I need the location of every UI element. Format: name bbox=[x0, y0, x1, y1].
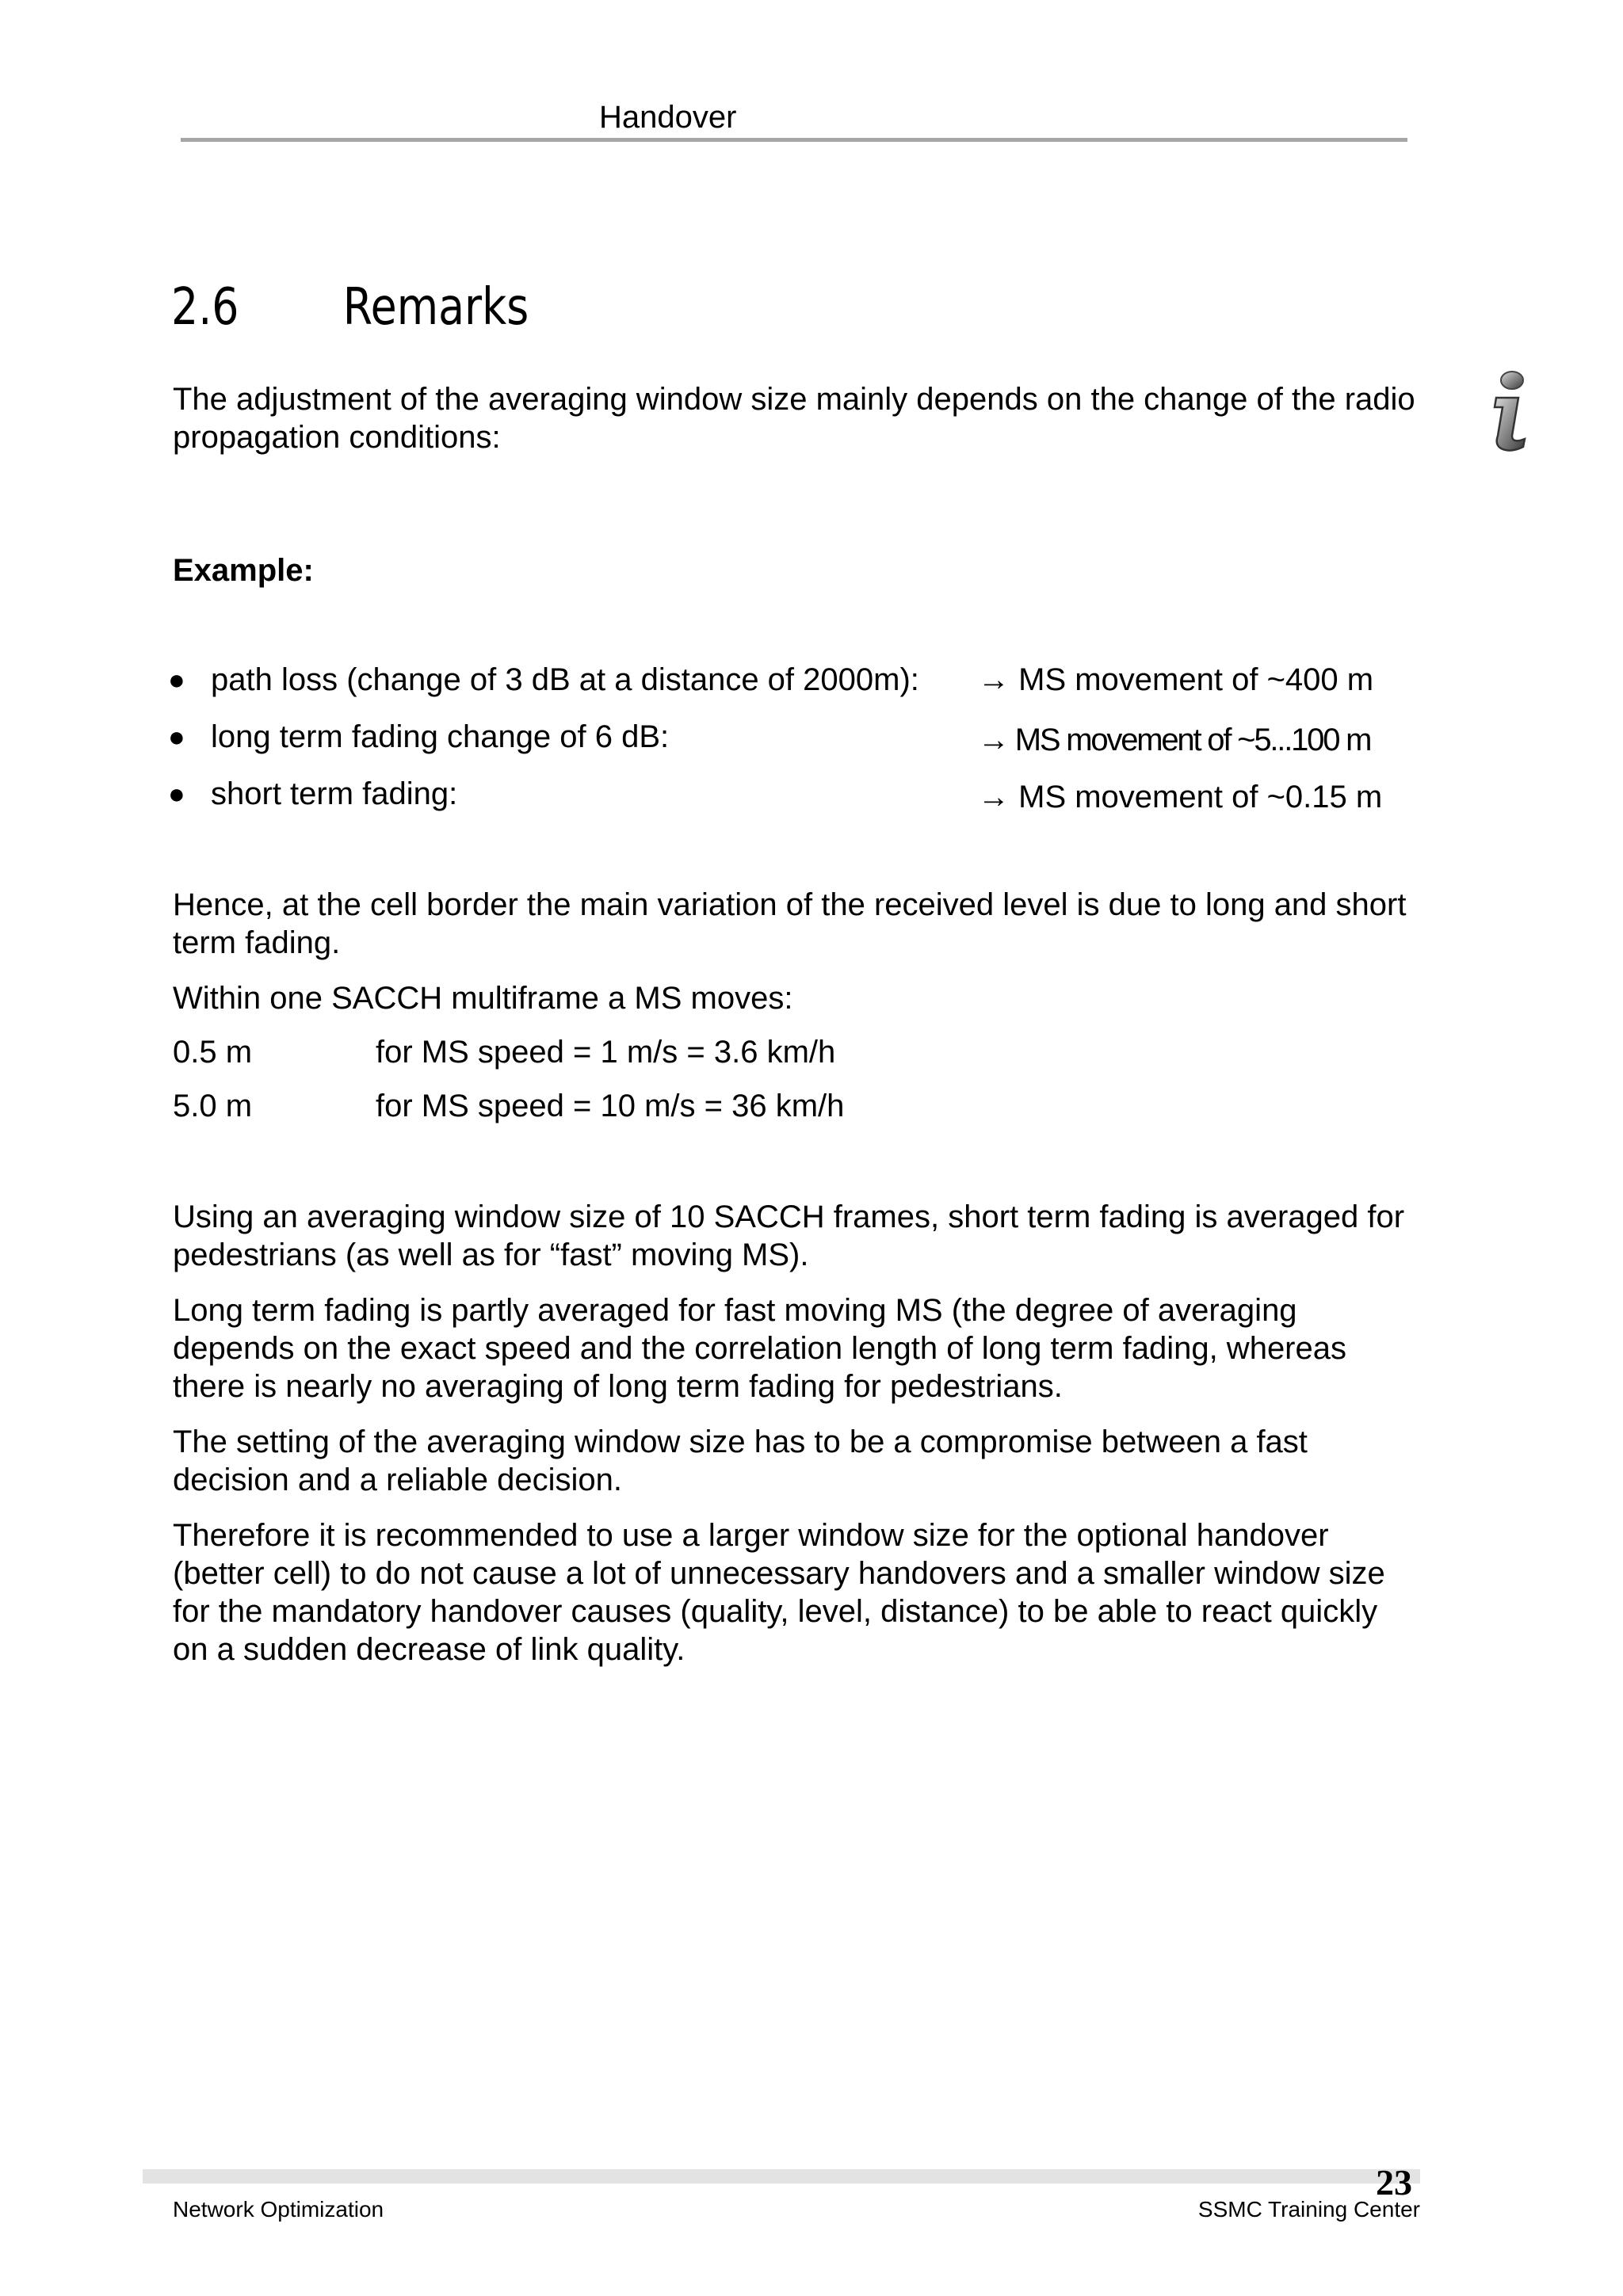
page-number: 23 bbox=[1376, 2162, 1412, 2203]
arrow-right-icon: → bbox=[978, 723, 1008, 757]
bullet-label: path loss (change of 3 dB at a distance of 2000m): bbox=[211, 662, 919, 697]
body-paragraph: The setting of the averaging window size has to be a compromise between a fast decision and a reliable decision. bbox=[173, 1425, 1308, 1497]
body-paragraph: Long term fading is partly averaged for fast moving MS (the degree of averaging depends on the exact speed and the correlation length of long term fading, whereas there is nearly no averaging of long term fading for pedestrians. bbox=[173, 1293, 1346, 1404]
bullet-row bbox=[168, 661, 1428, 699]
bullet-icon: ● bbox=[168, 663, 185, 696]
example-label: Example: bbox=[173, 553, 314, 588]
speed-distance: 0.5 m bbox=[173, 1035, 253, 1070]
info-icon bbox=[1480, 369, 1537, 455]
speed-row bbox=[173, 1087, 1124, 1125]
speed-description: for MS speed = 10 m/s = 36 km/h bbox=[376, 1089, 845, 1123]
bullet-label: long term fading change of 6 dB: bbox=[211, 719, 670, 754]
section-heading bbox=[171, 276, 529, 339]
speed-distance: 5.0 m bbox=[173, 1089, 253, 1123]
intro-paragraph: The adjustment of the averaging window size mainly depends on the change of the radio propagation conditions: bbox=[173, 382, 1415, 455]
bullet-row bbox=[168, 718, 1428, 756]
speed-row bbox=[173, 1033, 1124, 1071]
footer-right: SSMC Training Center bbox=[1197, 2197, 1420, 2222]
bullet-result-text: MS movement of ~5...100 m bbox=[1014, 723, 1371, 757]
section-number: 2.6 bbox=[171, 278, 239, 337]
within-paragraph: Within one SACCH multiframe a MS moves: bbox=[173, 981, 793, 1016]
bullet-result-text: MS movement of ~400 m bbox=[1018, 662, 1374, 697]
bullet-result bbox=[978, 721, 1370, 759]
section-title: Remarks bbox=[342, 278, 529, 337]
bullet-result bbox=[978, 661, 1373, 699]
arrow-right-icon: → bbox=[978, 662, 1010, 697]
bullet-icon: ● bbox=[168, 720, 185, 753]
bullet-result bbox=[978, 778, 1382, 816]
bullet-result-text: MS movement of ~0.15 m bbox=[1018, 780, 1383, 814]
header-rule bbox=[181, 138, 1407, 142]
arrow-right-icon: → bbox=[978, 780, 1010, 814]
footer-bar bbox=[143, 2169, 1420, 2183]
footer-left: Network Optimization bbox=[173, 2197, 384, 2222]
body-paragraph: Using an averaging window size of 10 SACCH frames, short term fading is averaged for pedestrians (as well as for “fast” moving MS). bbox=[173, 1199, 1405, 1272]
hence-paragraph: Hence, at the cell border the main variation of the received level is due to long and short term fading. bbox=[173, 887, 1407, 960]
running-header: Handover bbox=[599, 100, 737, 135]
body-paragraph: Therefore it is recommended to use a larger window size for the optional handover (better cell) to do not cause a lot of unnecessary handovers and a smaller window size for the mandatory handover causes (quality, level, distance) to be able to react quickly on a sudden decrease of link quality. bbox=[173, 1518, 1385, 1667]
speed-description: for MS speed = 1 m/s = 3.6 km/h bbox=[376, 1035, 836, 1070]
bullet-label: short term fading: bbox=[211, 776, 458, 811]
bullet-icon: ● bbox=[168, 777, 185, 810]
bullet-row bbox=[168, 775, 1428, 813]
